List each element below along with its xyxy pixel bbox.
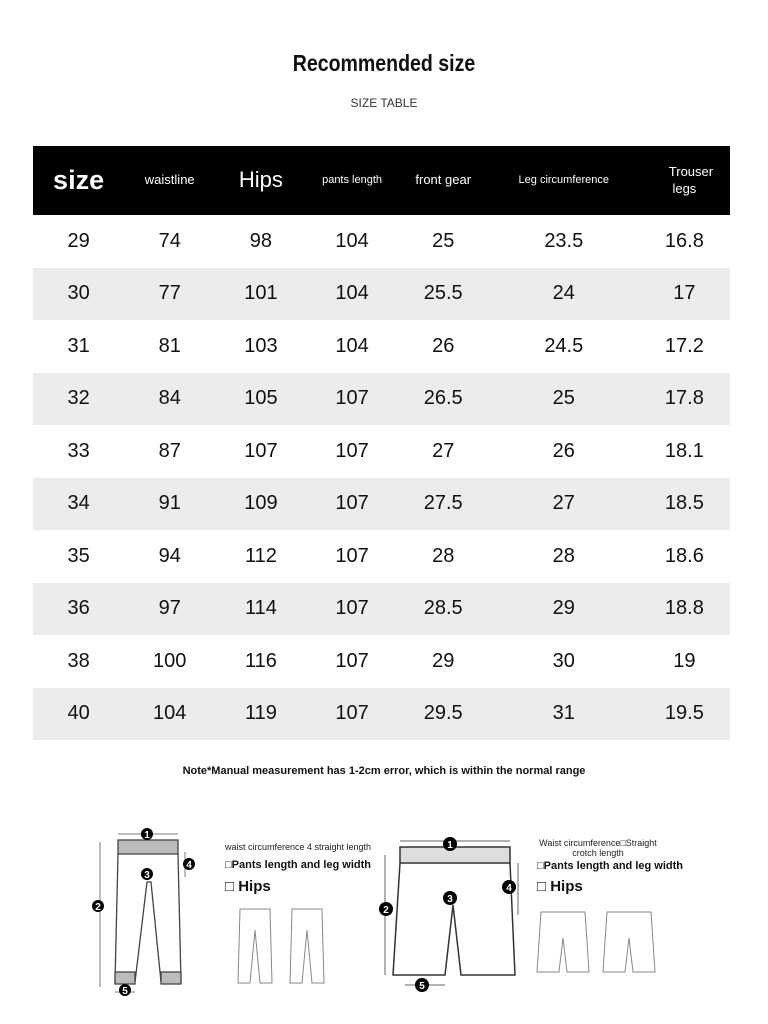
table-row xyxy=(33,583,730,636)
cell-size: 33 xyxy=(67,439,90,462)
cell-trouser-legs: 17.2 xyxy=(664,334,704,357)
cell-size: 29 xyxy=(67,229,90,252)
cell-pants-length: 107 xyxy=(335,649,369,672)
cell-trouser-legs: 19.5 xyxy=(639,688,730,741)
cell-waistline: 97 xyxy=(124,583,215,636)
cell-waistline: 94 xyxy=(158,544,181,567)
cell-hips: 116 xyxy=(244,649,277,672)
left-label-2: □Pants length and leg width xyxy=(225,859,371,871)
cell-front-gear: 28 xyxy=(432,544,455,567)
cell-hips: 105 xyxy=(215,373,306,426)
pants-diagram xyxy=(85,822,215,1002)
shorts-thumbnails xyxy=(535,908,665,978)
cell-pants-length: 107 xyxy=(306,688,397,741)
table-row xyxy=(33,215,730,268)
marker-4: 4 xyxy=(186,860,192,871)
cell-size: 35 xyxy=(67,544,90,567)
measurement-note: Note*Manual measurement has 1-2cm error, which is within the normal range xyxy=(182,765,586,777)
cell-size: 38 xyxy=(67,649,90,672)
cell-size: 32 xyxy=(33,373,124,426)
cell-pants-length: 107 xyxy=(306,373,397,426)
cell-trouser-legs: 18.5 xyxy=(639,478,730,531)
cell-pants-length: 104 xyxy=(306,268,397,321)
header-size: size xyxy=(33,146,124,215)
cell-waistline: 84 xyxy=(124,373,215,426)
cell-trouser-legs: 18.8 xyxy=(639,583,730,636)
cell-pants-length: 104 xyxy=(335,334,369,357)
cell-leg-circumference: 23.5 xyxy=(544,229,584,252)
cell-pants-length: 107 xyxy=(306,583,397,636)
table-row xyxy=(33,635,730,688)
svg-text:2: 2 xyxy=(383,905,389,916)
cell-size: 30 xyxy=(33,268,124,321)
svg-text:5: 5 xyxy=(419,981,425,992)
cell-size: 31 xyxy=(67,334,90,357)
cell-waistline: 91 xyxy=(124,478,215,531)
cell-trouser-legs: 17.8 xyxy=(639,373,730,426)
cell-trouser-legs: 16.8 xyxy=(664,229,704,252)
cell-front-gear: 29 xyxy=(432,649,455,672)
cell-front-gear: 27 xyxy=(432,439,455,462)
cell-waistline: 81 xyxy=(158,334,181,357)
marker-5: 5 xyxy=(122,986,128,997)
marker-1: 1 xyxy=(144,830,150,841)
cell-leg-circumference: 25 xyxy=(489,373,639,426)
pants-thumbnails xyxy=(230,905,350,985)
cell-front-gear: 28.5 xyxy=(398,583,489,636)
cell-size: 40 xyxy=(33,688,124,741)
cell-pants-length: 104 xyxy=(335,229,369,252)
cell-leg-circumference: 24 xyxy=(489,268,639,321)
svg-text:1: 1 xyxy=(447,840,453,851)
header-front-gear: front gear xyxy=(398,146,489,215)
size-table xyxy=(33,146,730,740)
cell-leg-circumference: 31 xyxy=(489,688,639,741)
table-row xyxy=(33,373,730,426)
marker-3: 3 xyxy=(144,870,150,881)
cell-waistline: 104 xyxy=(124,688,215,741)
cell-size: 34 xyxy=(33,478,124,531)
cell-trouser-legs: 17 xyxy=(639,268,730,321)
header-pants-length: pants length xyxy=(306,146,397,215)
cell-trouser-legs: 18.6 xyxy=(664,544,704,567)
svg-text:4: 4 xyxy=(506,883,512,894)
cell-hips: 101 xyxy=(215,268,306,321)
left-label-1: waist circumference 4 straight length xyxy=(225,842,372,852)
cell-hips: 107 xyxy=(244,439,278,462)
table-row xyxy=(33,268,730,321)
cell-leg-circumference: 26 xyxy=(552,439,575,462)
header-trouser-legs: Trouser legs xyxy=(639,146,730,215)
page-subtitle: SIZE TABLE xyxy=(350,96,418,110)
cell-hips: 98 xyxy=(249,229,273,252)
cell-size: 36 xyxy=(33,583,124,636)
right-label-3: □ Hips xyxy=(537,878,583,895)
table-row xyxy=(33,425,730,478)
cell-waistline: 77 xyxy=(124,268,215,321)
cell-leg-circumference: 29 xyxy=(489,583,639,636)
cell-trouser-legs: 19 xyxy=(673,649,696,672)
header-waistline: waistline xyxy=(124,146,215,215)
header-hips: Hips xyxy=(215,146,306,215)
left-label-3: □ Hips xyxy=(225,878,271,895)
cell-pants-length: 107 xyxy=(335,439,369,462)
marker-2: 2 xyxy=(95,902,101,913)
table-row xyxy=(33,688,730,741)
shorts-diagram xyxy=(375,835,525,1005)
svg-text:3: 3 xyxy=(447,894,453,905)
header-leg-circumference: Leg circumference xyxy=(489,146,639,215)
cell-pants-length: 107 xyxy=(335,544,369,567)
cell-front-gear: 25 xyxy=(432,229,455,252)
table-row xyxy=(33,478,730,531)
cell-leg-circumference: 28 xyxy=(552,544,575,567)
cell-hips: 119 xyxy=(215,688,306,741)
cell-hips: 114 xyxy=(215,583,306,636)
cell-hips: 112 xyxy=(244,544,277,567)
cell-front-gear: 26.5 xyxy=(398,373,489,426)
page-title: Recommended size xyxy=(292,50,476,76)
right-label-2: □Pants length and leg width xyxy=(537,860,683,872)
cell-leg-circumference: 27 xyxy=(489,478,639,531)
cell-hips: 109 xyxy=(215,478,306,531)
cell-waistline: 87 xyxy=(158,439,181,462)
table-header-row xyxy=(33,146,730,215)
cell-trouser-legs: 18.1 xyxy=(664,439,704,462)
cell-front-gear: 25.5 xyxy=(398,268,489,321)
cell-waistline: 100 xyxy=(153,649,187,672)
cell-front-gear: 29.5 xyxy=(398,688,489,741)
cell-front-gear: 26 xyxy=(432,334,455,357)
cell-hips: 103 xyxy=(244,334,278,357)
cell-pants-length: 107 xyxy=(306,478,397,531)
right-label-1: Waist circumference□Straight crotch length xyxy=(539,838,657,858)
cell-leg-circumference: 24.5 xyxy=(544,334,584,357)
cell-waistline: 74 xyxy=(158,229,181,252)
table-row xyxy=(33,320,730,373)
cell-front-gear: 27.5 xyxy=(398,478,489,531)
table-row xyxy=(33,530,730,583)
cell-leg-circumference: 30 xyxy=(552,649,575,672)
